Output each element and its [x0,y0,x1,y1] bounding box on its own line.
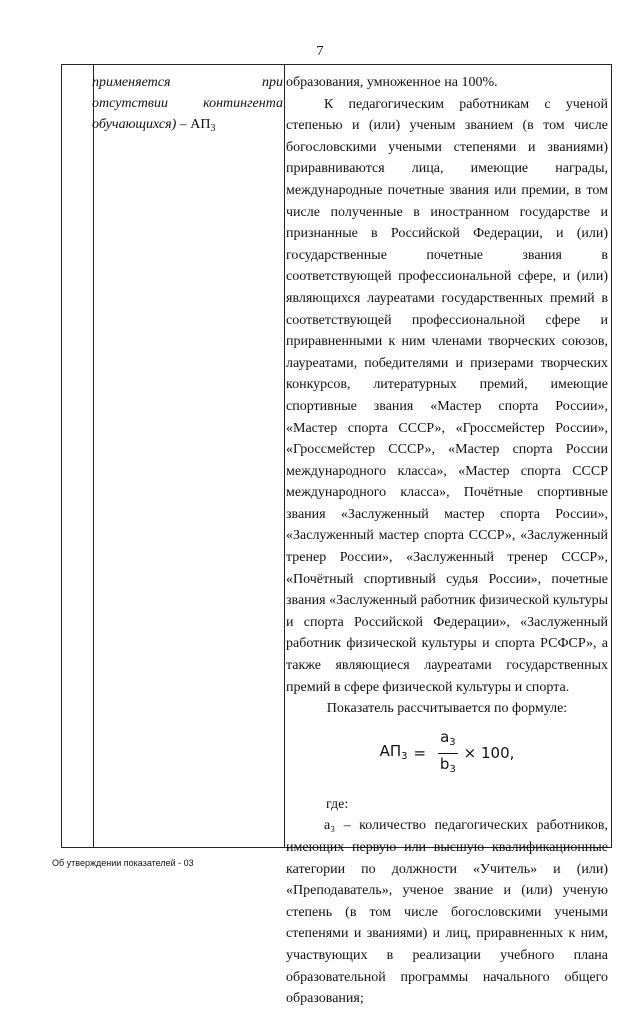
indicator-code [180,117,216,132]
indicator-name-cell [92,72,283,139]
formula-numerator [438,727,458,755]
footer-caption: Об утверждении показателей - 03 [52,858,194,868]
formula-numerator-subscript: 3 [449,736,456,748]
paragraph-formula-intro: Показатель рассчитывается по формуле: [326,701,568,717]
page-number: 7 [316,44,324,59]
formula-denominator [440,754,456,781]
paragraph-where: где: [326,796,349,812]
formula-numerator-text: a [440,727,450,746]
indicator-name-line [92,72,283,93]
paragraph-continuation: образования, умноженное на 100%. [286,75,498,90]
indicator-description-cell [286,72,608,1010]
formula-lhs-text: АП [379,741,402,760]
indicator-name-word: отсутствии [92,96,168,111]
paragraph-variable-a3: a₃ – количество педагогических работников, имеющих первую или высшую квалификационные категории по должности «Учитель» и (или) «Преподаватель», ученое звание и (или) ученую степень (в том числе богословскими учеными степенями и званиями) и лиц, приравненных к ним, участвующих в реализации учебного плана образовательной программы начального общего образования; [286,818,608,1007]
indicator-name-word: применяется [92,75,171,90]
indicator-name-word: контингента [203,96,283,111]
column-divider-2 [284,65,285,847]
indicator-name-word: обучающихся) [92,117,177,132]
indicator-name-line [92,114,283,139]
formula-lhs-subscript: 3 [401,750,408,762]
formula-denominator-text: b [439,755,450,774]
indicator-code-text: – АП [179,117,211,132]
formula-lhs [380,741,408,768]
indicator-name-word: при [262,75,283,90]
indicator-code-subscript: 3 [210,123,216,134]
indicator-name-line [92,93,283,114]
formula-equals: = [413,744,427,763]
formula-multiplier: × 100, [463,744,515,763]
formula [286,724,608,784]
column-divider-1 [93,65,94,847]
formula-denominator-subscript: 3 [449,764,456,776]
formula-fraction [438,727,458,781]
paragraph-equivalence: К педагогическим работникам с ученой степенью и (или) ученым званием (в том числе богословскими учеными степенями и званиями) приравниваются лица, имеющие награды, международные почетные звания или премии, в том числе полученные в иностранном государстве и признанные в Российской Федерации, и (или) государственные почетные звания в соответствующей профессиональной сфере, и (или) являющихся лауреатами государственных премий в соответствующей профессиональной сфере и приравненными к ним членами творческих союзов, лауреатами, победителями и призерами творческих конкурсов, литературных премий, имеющие спортивные звания «Мастер спорта России», «Мастер спорта СССР», «Гроссмейстер России», «Гроссмейстер СССР», «Мастер спорта России международного класса», «Мастер спорта СССР международного класса», Почётные спортивные звания «Заслуженный мастер спорта России», «Заслуженный мастер спорта СССР», «Заслуженный тренер России», «Заслуженный тренер СССР», «Почётный спортивный судья России», почетные звания «Заслуженный работник физической культуры и спорта Российской Федерации», «Заслуженный работник физической культуры и спорта РСФСР», а также являющиеся лауреатами государственных премий в сфере физической культуры и спорта. [286,96,608,695]
